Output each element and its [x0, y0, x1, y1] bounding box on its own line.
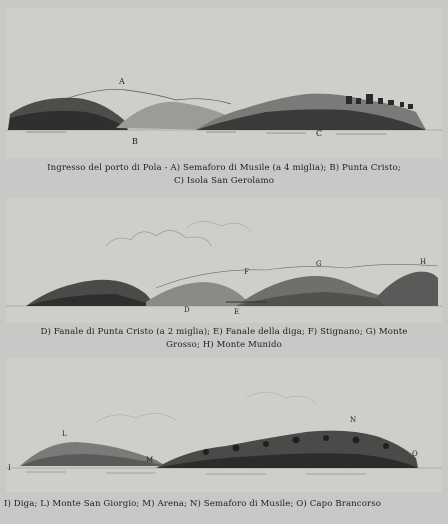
label-L: L — [62, 430, 67, 438]
caption-line-2: Grosso; H) Monte Munido — [166, 340, 282, 350]
caption-figure-1 — [6, 162, 442, 188]
label-A: A — [119, 77, 125, 86]
figure-diga-arena — [6, 358, 442, 492]
sketch-diga-arena — [6, 358, 442, 492]
sketch-porto-pola — [6, 8, 442, 158]
label-N: N — [350, 416, 357, 424]
caption-line-1: D) Fanale di Punta Cristo (a 2 miglia); E) Fanale della diga; F) Stignano; G) Monte — [40, 327, 408, 337]
caption-figure-3 — [4, 498, 440, 511]
label-G: G — [316, 260, 322, 268]
caption-line-1: I) Diga; L) Monte San Giorgio; M) Arena; N) Semaforo di Musile; O) Capo Brancorso — [4, 499, 381, 509]
caption-line-2: C) Isola San Gerolamo — [173, 176, 275, 186]
label-H: H — [420, 258, 427, 266]
caption-figure-2 — [6, 326, 442, 352]
label-E: E — [234, 308, 240, 316]
label-O: O — [412, 450, 418, 458]
figure-punta-cristo — [6, 198, 442, 323]
label-F: F — [244, 268, 249, 276]
label-C: C — [316, 129, 323, 138]
label-I: I — [8, 464, 11, 472]
figure-porto-pola-ingresso — [6, 8, 442, 158]
label-M: M — [146, 456, 154, 464]
label-D: D — [184, 306, 190, 314]
label-B: B — [132, 137, 138, 146]
sketch-punta-cristo — [6, 198, 442, 323]
caption-line-1: Ingresso del porto di Pola - A) Semaforo di Musile (a 4 miglia); B) Punta Cristo; — [47, 163, 401, 173]
